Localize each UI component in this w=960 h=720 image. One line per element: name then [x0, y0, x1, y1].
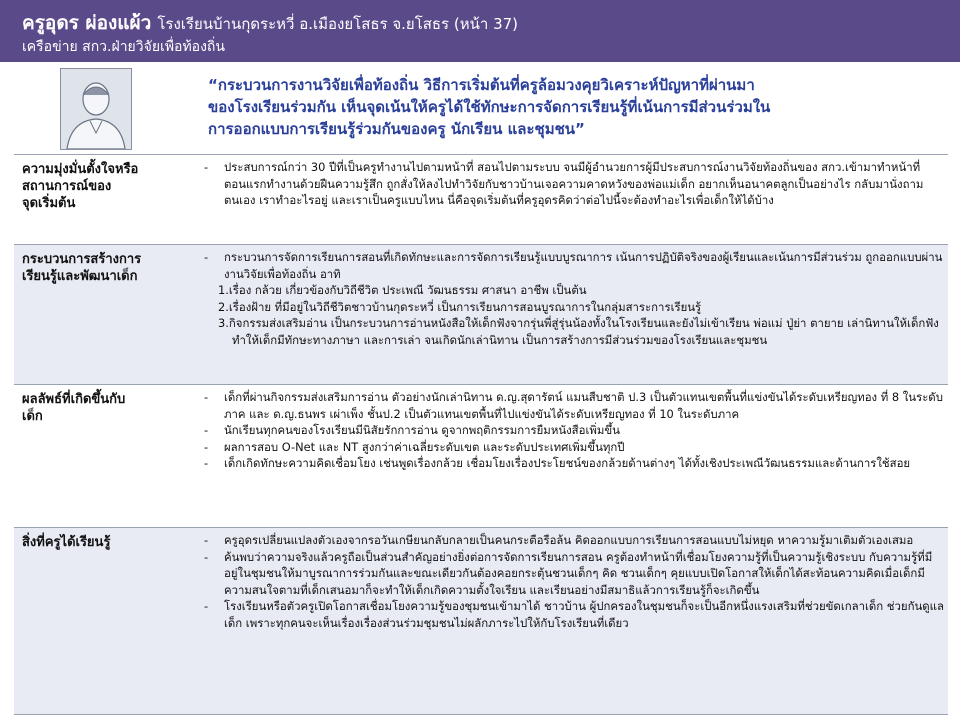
list-item: - ค้นพบว่าความจริงแล้วครูถือเป็นส่วนสำคัญอย่างยิ่งต่อการจัดการเรียนการสอน ครูต้องทำหน้าที่เชื่อมโยงความรู้ที่เป็นความรู้เชิงระบบ กับความรู้ที่มีอยู่ในชุมชนให้มาบูรณาการร่วมกันและขณะเดียวกันต้องคอยกระตุ้นชวนเด็กๆ คิด ชวนเด็กๆ คุยแบบเปิดโอกาสให้เด็กได้สะท้อนความคิดเมื่อเด็กมีความสนใจตามที่เด็กเสนอมาก็จะทำให้เด็กเกิดความตั้งใจเรียน และเรียนอย่างมีสมาธิแล้วการเรียนรู้ก็จะเกิดขึ้น	[204, 549, 933, 597]
sub-list-item: 2.เรื่องฝ้าย ที่มีอยู่ในวิถีชีวิตชาวบ้านกุดระหวี่ เป็นการเรียนการสอนบูรณาการในกลุ่มสาระการเรียนรู้	[218, 299, 702, 314]
teacher-portrait	[60, 68, 132, 150]
row-student-outcomes	[14, 384, 948, 528]
teacher-name: ครูอุดร ผ่องแผ้ว	[22, 12, 152, 34]
network-label: เครือข่าย สกว.ฝ่ายวิจัยเพื่อท้องถิ่น	[22, 39, 225, 55]
row-label-teacher-learnings: สิ่งที่ครูได้เรียนรู้	[22, 535, 111, 550]
list-item: - ประสบการณ์กว่า 30 ปีที่เป็นครูทำงานไปตามหน้าที่ สอนไปตามระบบ จนมีผู้อำนวยการผู้มีประสบการณ์งานวิจัยท้องถิ่นของ สกว.เข้ามาทำหน้าที่ ตอนแรกทำงานด้วยฝืนความรู้สึก ถูกสั่งให้ลงไปทำวิจัยกับชาวบ้านเจอความคาดหวังของพ่อแม่เด็ก อยากเห็นอนาคตลูกเป็นอย่างไร กลับมานั่งถามตนเอง เราทำอะไรอยู่ และเราเป็นครูแบบไหน นี่คือจุดเริ่มต้นที่ครูอุดรคิดว่าต่อไปนี้จะต้องทำอะไรเพื่อเด็กให้ได้บ้าง	[204, 160, 924, 207]
row-teacher-learnings	[14, 527, 948, 715]
header-bar	[0, 0, 960, 62]
list-item: - ผลการสอบ O-Net และ NT สูงกว่าค่าเฉลี่ยระดับเขต และระดับประเทศเพิ่มขึ้นทุกปี	[204, 439, 625, 454]
row-body-motivation	[200, 159, 944, 209]
row-body-student-outcomes	[200, 389, 944, 472]
highlight-quote: “กระบวนการงานวิจัยเพื่อท้องถิ่น วิธีการเริ่มต้นที่ครูล้อมวงคุยวิเคราะห์ปัญหาที่ผ่านมา ของโรงเรียนร่วมกัน เห็นจุดเน้นให้ครูได้ใช้ทักษะการจัดการเรียนรู้ที่เน้นการมีส่วนร่วมใน การออกแบบการเรียนรู้ร่วมกันของครู นักเรียน และชุมชน”	[208, 76, 771, 138]
list-item: - กระบวนการจัดการเรียนการสอนที่เกิดทักษะและการจัดการเรียนรู้แบบบูรณาการ เน้นการปฏิบัติจริงของผู้เรียนและเน้นการมีส่วนร่วม ถูกออกแบบผ่านงานวิจัยเพื่อท้องถิ่น อาทิ	[204, 250, 943, 281]
row-motivation	[14, 154, 948, 245]
header-title	[22, 8, 518, 38]
row-label-student-outcomes: ผลลัพธ์ที่เกิดขึ้นกับ เด็ก	[22, 392, 126, 424]
list-item: - เด็กเกิดทักษะความคิดเชื่อมโยง เช่นพูดเรื่องกล้วย เชื่อมโยงเรื่องประโยชน์ของกล้วยด้านต่างๆ ได้ทั้งเชิงประเพณีวัฒนธรรมและด้านการใช้สอย	[204, 456, 911, 470]
sub-list-item: 1.เรื่อง กล้วย เกี่ยวข้องกับวิถีชีวิต ประเพณี วัฒนธรรม ศาสนา อาชีพ เป็นต้น	[218, 283, 587, 297]
list-item: - โรงเรียนหรือตัวครูเปิดโอกาสเชื่อมโยงความรู้ของชุมชนเข้ามาได้ ชาวบ้าน ผู้ปกครองในชุมชนก็จะเป็นอีกหนึ่งแรงเสริมที่ช่วยขัดเกลาเด็ก ช่วยกันดูแลเด็ก เพราะทุกคนจะเห็นเรื่องเรื่องส่วนร่วมชุมชนไม่ผลักภาระไปให้กับโรงเรียนที่เดียว	[204, 599, 944, 630]
row-label-learning-process: กระบวนการสร้างการ เรียนรู้และพัฒนาเด็ก	[22, 252, 142, 284]
row-body-learning-process	[200, 249, 944, 348]
list-item: - ครูอุดรเปลี่ยนแปลงตัวเองจากรอวันเกษียนกลับกลายเป็นคนกระตือรือล้น คิดออกแบบการเรียนการสอนแบบไม่หยุด หาความรู้มาเติมตัวเองเสมอ	[204, 533, 914, 547]
sub-list-item: 3.กิจกรรมส่งเสริมอ่าน เป็นกระบวนการอ่านหนังสือให้เด็กฟังจากรุ่นพี่สู่รุ่นน้องทั้งในโรงเรียนและยังไม่เข้าเรียน พ่อแม่ ปู่ย่า ตายาย เล่านิทานให้เด็กฟัง ทำให้เด็กมีทักษะทางภาษา และการเล่า จนเกิดนักเล่านิทาน เป็นการสร้างการมีส่วนร่วมของโรงเรียนและชุมชน	[218, 316, 939, 347]
row-body-teacher-learnings	[200, 532, 944, 631]
school-location: โรงเรียนบ้านกุดระหวี่ อ.เมืองยโสธร จ.ยโสธร (หน้า 37)	[157, 15, 519, 33]
table-bottom-border	[14, 714, 948, 715]
list-item: - นักเรียนทุกคนของโรงเรียนมีนิสัยรักการอ่าน ดูจากพฤติกรรมการยืมหนังสือเพิ่มขึ้น	[204, 423, 620, 437]
portrait-image	[61, 69, 131, 149]
row-label-motivation: ความมุ่งมั่นตั้งใจหรือ สถานการณ์ของ จุดเริ่มต้น	[22, 162, 139, 211]
row-learning-process	[14, 244, 948, 385]
list-item: - เด็กที่ผ่านกิจกรรมส่งเสริมการอ่าน ตัวอย่างนักเล่านิทาน ด.ญ.สุดารัตน์ แมนสืบชาติ ป.3 เป็นตัวแทนเขตพื้นที่แข่งขันได้ระดับเหรียญทอง ที่ 8 ในระดับภาค และ ด.ญ.ธนพร เผ่าเพ็ง ชั้นป.2 เป็นตัวแทนเขตพื้นที่ไปแข่งขันได้ระดับเหรียญทอง ที่ 10 ในระดับภาค	[204, 390, 943, 421]
